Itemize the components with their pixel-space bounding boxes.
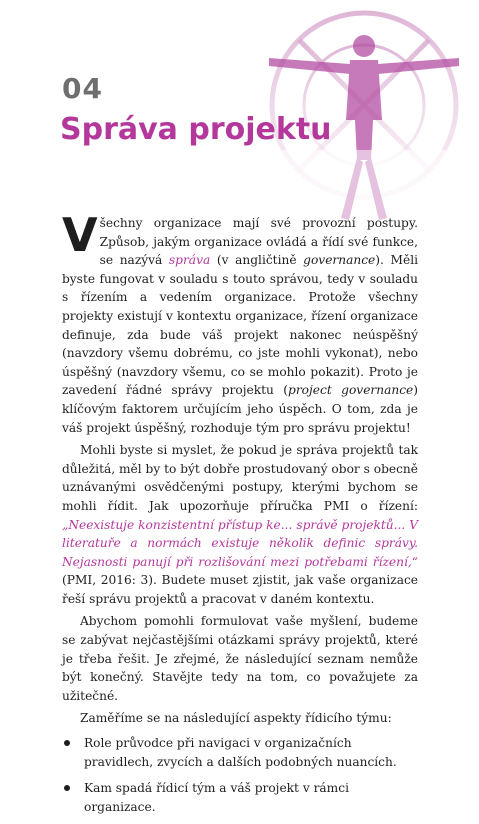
paragraph-intro: Všechny organizace mají své provozní postupy. Způsob, jakým organizace ovládá a řídí své funkce, se nazývá správa (v angličtině governance). Měli byste fungovat v souladu s touto správou, tedy v souladu s řízením a vedením organizace. Protože všechny projekty existují v kontextu organizace, řízení organizace definuje, zda bude váš projekt nakonec neúspěšný (navzdory všemu dobrému, co jste mohli vykonat), nebo úspěšný (navzdory všemu, co se mohlo pokazit). Proto je zavedení řádné správy projektu (project governance) klíčovým faktorem určujícím jeho úspěch. O tom, zda je váš projekt úspěšný, rozhoduje tým pro správu projektu! — [62, 208, 419, 435]
pmi-quote: „Neexistuje konzistentní přístup ke... správě projektů... V literatuře a normách existuje několik definic správy. Nejasnosti panují při rozlišování mezi potřebami řízení,“ — [62, 517, 418, 569]
list-item: Role průvodce při navigaci v organizačních pravidlech, zvycích a dalších podobných nuancích. — [62, 734, 418, 771]
term-project-governance: project governance — [288, 383, 414, 398]
bullet-icon — [64, 740, 70, 746]
paragraph-questions: Abychom pomohli formulovat vaše myšlení, budeme se zabývat nejčastějšími otázkami správy projektů, které je třeba řešit. Je zřejmé, že následující seznam nemůže být konečný. Stavějte tedy na tom, co považujete za užitečné. — [62, 614, 418, 703]
paragraph-aspects: Zaměříme se na následující aspekty řídicího týmu: — [80, 711, 392, 726]
term-governance: governance — [303, 253, 376, 268]
bullet-icon — [64, 785, 70, 791]
chapter-body — [62, 208, 419, 824]
term-sprava: správa — [168, 253, 211, 268]
drop-cap: V — [62, 208, 98, 262]
paragraph-pmi: Mohli byste si myslet, že pokud je správa projektů tak důležitá, měl by to být dobře prostudovaný obor s obecně uznávanými osvědčenými postupy, kterými bychom se mohli řídit. Jak upozorňuje příručka PMI o řízení: „Neexistuje konzistentní přístup ke... správě projektů... V literatuře a normách existuje několik definic správy. Nejasnosti panují při rozlišování mezi potřebami řízení,“ (PMI, 2016: 3). Budete muset zjistit, jak vaše organizace řeší správu projektů a pracovat v daném kontextu. — [62, 443, 418, 606]
aspects-list — [62, 734, 418, 816]
list-item: Kam spadá řídicí tým a váš projekt v rámci organizace. — [62, 779, 418, 816]
chapter-title: Správa projektu — [60, 112, 332, 147]
chapter-number: 04 — [62, 72, 103, 105]
